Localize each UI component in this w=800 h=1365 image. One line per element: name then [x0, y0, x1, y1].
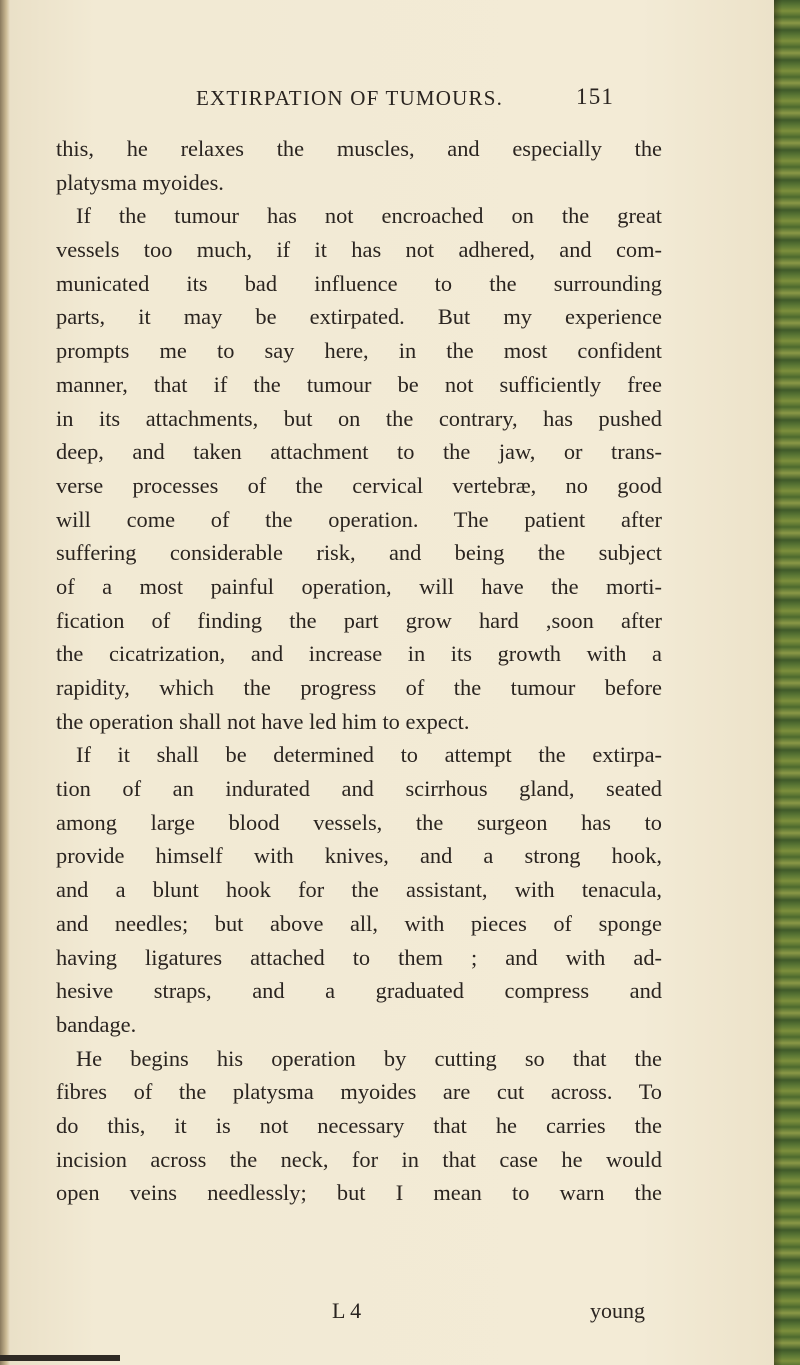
text-line: vessels too much, if it has not adhered, and com- [56, 237, 662, 263]
text-line: He begins his operation by cutting so that the [76, 1045, 662, 1071]
text-line: verse processes of the cervical vertebræ, no good [56, 472, 662, 498]
page-edge-shadow [774, 0, 782, 1365]
text-line: of a most painful operation, will have the morti- [56, 573, 662, 599]
text-line: provide himself with knives, and a strong hook, [56, 843, 662, 869]
text-line: will come of the operation. The patient after [56, 506, 662, 532]
page-footer [332, 1298, 692, 1330]
text-line: deep, and taken attachment to the jaw, or trans- [56, 439, 662, 465]
page-bottom-rule [0, 1355, 120, 1361]
text-line: this, he relaxes the muscles, and especially the [56, 136, 662, 161]
text-line: suffering considerable risk, and being the subject [56, 540, 662, 566]
body-text [56, 132, 662, 1210]
text-line: If the tumour has not encroached on the great [76, 203, 662, 229]
page-header [196, 86, 696, 116]
catchword: young [590, 1298, 645, 1323]
text-line: among large blood vessels, the surgeon has to [56, 809, 662, 835]
text-line: and a blunt hook for the assistant, with tenacula, [56, 877, 662, 903]
text-line: prompts me to say here, in the most confident [56, 338, 662, 364]
text-line: the operation shall not have led him to expect. [56, 708, 470, 734]
text-line: rapidity, which the progress of the tumour before [56, 675, 662, 700]
text-line: the cicatrization, and increase in its growth with a [56, 641, 662, 667]
text-line: having ligatures attached to them ; and with ad- [56, 944, 662, 970]
text-line: fibres of the platysma myoides are cut across. To [56, 1079, 662, 1105]
text-line: platysma myoides. [56, 169, 224, 195]
text-line: open veins needlessly; but I mean to warn the [56, 1180, 662, 1206]
text-line: manner, that if the tumour be not sufficiently free [56, 371, 662, 397]
text-line: municated its bad influence to the surrounding [56, 270, 662, 296]
text-line: hesive straps, and a graduated compress and [56, 978, 662, 1004]
text-line: tion of an indurated and scirrhous gland, seated [56, 776, 662, 802]
text-line: fication of finding the part grow hard ,soon after [56, 607, 662, 633]
text-line: incision across the neck, for in that case he would [56, 1146, 662, 1172]
page-gutter-shadow [0, 0, 10, 1365]
signature-mark: L 4 [332, 1298, 362, 1323]
page-number: 151 [576, 84, 615, 109]
text-line: bandage. [56, 1011, 137, 1037]
text-line: parts, it may be extirpated. But my experience [56, 304, 662, 330]
text-line: in its attachments, but on the contrary, has pushed [56, 405, 662, 431]
text-line: If it shall be determined to attempt the extirpa- [76, 742, 662, 768]
text-line: do this, it is not necessary that he carries the [56, 1112, 662, 1138]
text-line: and needles; but above all, with pieces of sponge [56, 910, 662, 936]
running-title: EXTIRPATION OF TUMOURS. [196, 86, 504, 110]
